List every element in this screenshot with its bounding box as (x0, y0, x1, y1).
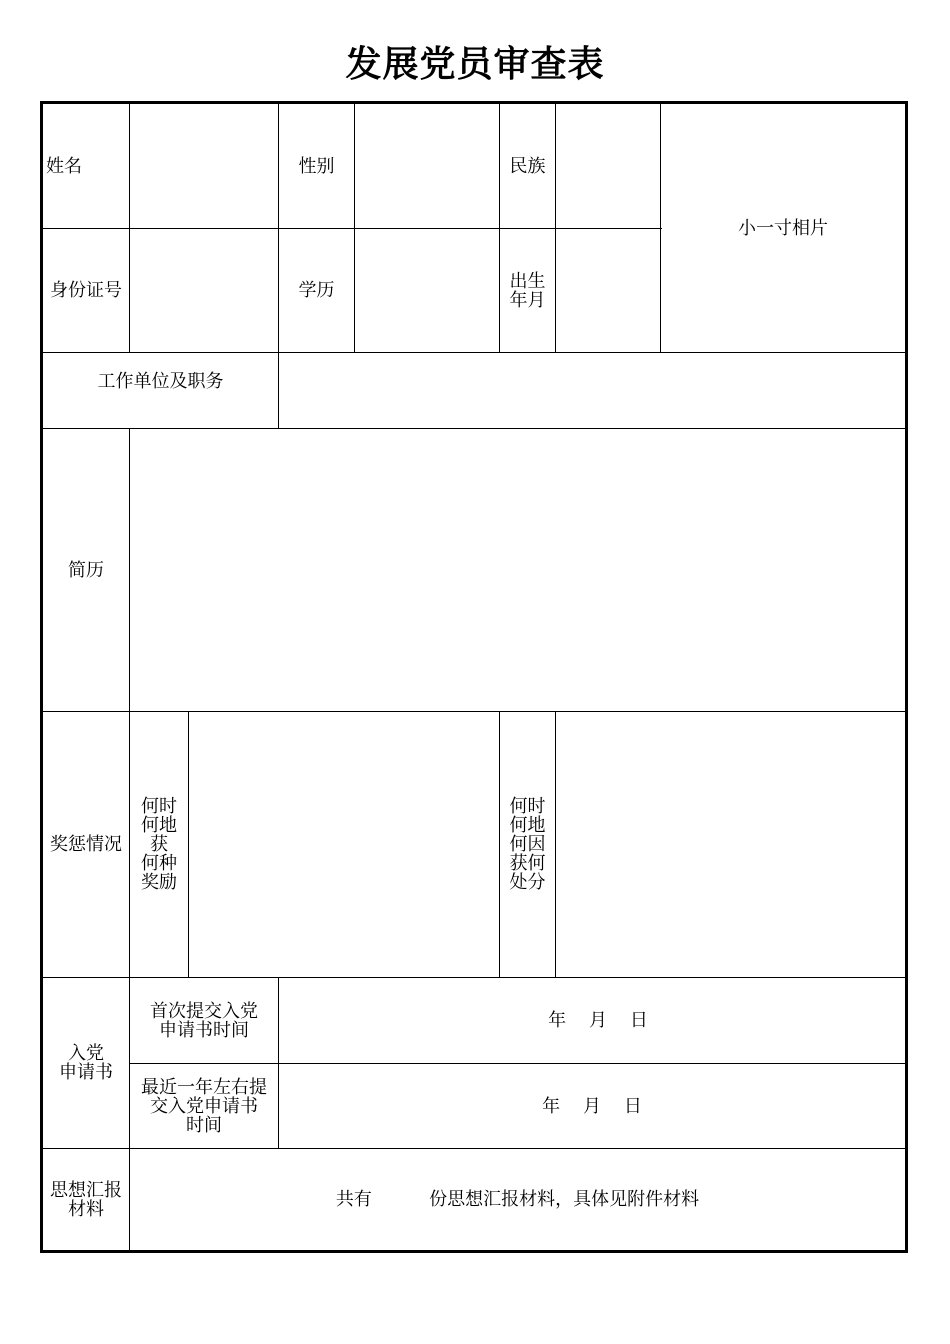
education-field[interactable] (355, 229, 499, 352)
gender-label: 性别 (298, 155, 335, 177)
resume-label: 简历 (68, 559, 104, 581)
review-form-table (40, 101, 908, 1253)
gender-field[interactable] (355, 104, 499, 228)
photo-label: 小一寸相片 (738, 217, 828, 239)
punishment-question-label: 何时 何地 何因 获何 处分 (509, 796, 546, 893)
name-field[interactable] (130, 104, 278, 228)
application-label: 入党 申请书 (59, 1043, 113, 1083)
first-application-date-field[interactable]: 年 月 日 (548, 1010, 648, 1031)
ethnicity-label: 民族 (509, 155, 546, 177)
form-title: 发展党员审查表 (345, 43, 605, 85)
birth-date-field[interactable] (556, 229, 660, 352)
recent-application-label: 最近一年左右提 交入党申请书 时间 (141, 1076, 267, 1136)
id-number-label: 身份证号 (50, 280, 122, 301)
recent-application-date-field[interactable]: 年 月 日 (542, 1095, 642, 1117)
punishment-field[interactable] (556, 712, 905, 977)
first-application-label: 首次提交入党 申请书时间 (150, 1001, 258, 1041)
ethnicity-field[interactable] (556, 104, 660, 228)
name-label: 姓名 (46, 155, 82, 177)
reward-question-label: 何时 何地 获 何种 奖励 (141, 796, 177, 893)
thought-report-label: 思想汇报 材料 (50, 1179, 122, 1220)
rewards-punishments-label: 奖惩情况 (50, 834, 122, 855)
education-label: 学历 (298, 280, 335, 301)
thought-report-field[interactable]: 共有 份思想汇报材料，具体见附件材料 (335, 1189, 700, 1210)
resume-field[interactable] (130, 429, 905, 711)
id-number-field[interactable] (130, 229, 278, 352)
birth-date-label: 出生 年月 (509, 270, 546, 311)
reward-field[interactable] (189, 712, 499, 977)
workplace-label: 工作单位及职务 (97, 370, 224, 392)
workplace-field[interactable] (279, 353, 905, 428)
photo-area[interactable] (661, 104, 905, 352)
